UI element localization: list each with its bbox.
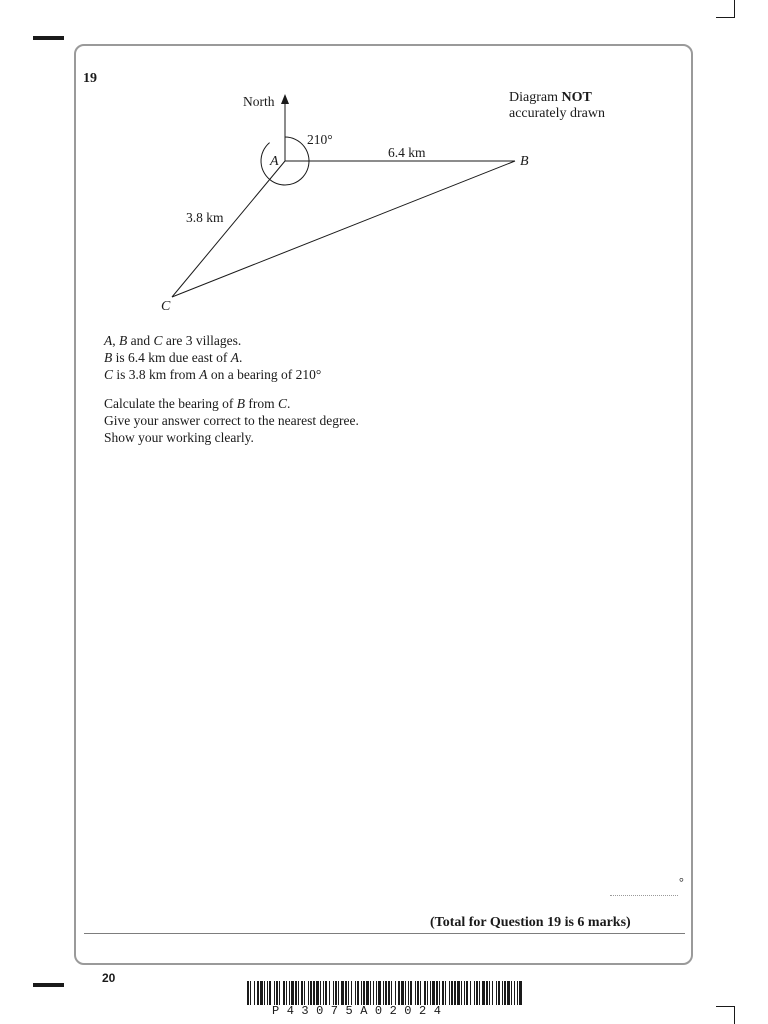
- question-line-2: [104, 349, 664, 366]
- north-arrow-head: [281, 94, 289, 104]
- question-line-3: [104, 366, 664, 383]
- question-line-1: [104, 332, 664, 349]
- barcode-bar: [476, 981, 478, 1005]
- barcode-bar: [420, 981, 421, 1005]
- barcode-bar: [320, 981, 321, 1005]
- barcode-bar: [373, 981, 374, 1005]
- text-end: on a bearing of 210°: [207, 367, 322, 382]
- barcode-bar: [496, 981, 497, 1005]
- text-mid: is 6.4 km due east of: [112, 350, 231, 365]
- barcode-bar: [498, 981, 500, 1005]
- barcode-bar: [417, 981, 419, 1005]
- question-line-6: Show your working clearly.: [104, 430, 254, 445]
- text-sep: ,: [112, 333, 119, 348]
- barcode-bar: [492, 981, 493, 1005]
- barcode-bar: [511, 981, 512, 1005]
- crop-mark-bottom-right: [716, 1004, 736, 1024]
- barcode-bar: [279, 981, 280, 1005]
- barcode-bar: [427, 981, 428, 1005]
- barcode-bar: [291, 981, 294, 1005]
- question-number: 19: [83, 71, 97, 86]
- barcode-bar: [333, 981, 334, 1005]
- question-text: [104, 332, 664, 446]
- text-end: .: [286, 396, 291, 411]
- barcode-bar: [385, 981, 387, 1005]
- barcode-bar: [430, 981, 431, 1005]
- barcode-bar: [504, 981, 506, 1005]
- barcode-bar: [355, 981, 356, 1005]
- text-rest: are 3 villages.: [162, 333, 242, 348]
- barcode-bar: [313, 981, 315, 1005]
- barcode-bar: [424, 981, 426, 1005]
- barcode-bar: [338, 981, 339, 1005]
- question-line-5: Give your answer correct to the nearest degree.: [104, 413, 359, 428]
- barcode-bar: [461, 981, 462, 1005]
- barcode-bar: [410, 981, 412, 1005]
- text-mid: from: [244, 396, 278, 411]
- diagram-note-prefix: Diagram: [509, 90, 562, 105]
- barcode-bar: [247, 981, 249, 1005]
- text-b: B: [119, 333, 128, 348]
- barcode-bar: [283, 981, 285, 1005]
- barcode-bar: [295, 981, 297, 1005]
- barcode-bar: [401, 981, 404, 1005]
- barcode-bar: [519, 981, 522, 1005]
- barcode-bar: [264, 981, 265, 1005]
- barcode-bar: [276, 981, 278, 1005]
- answer-line[interactable]: [610, 895, 678, 896]
- barcode-bar: [457, 981, 460, 1005]
- text-end: .: [238, 350, 243, 365]
- answer-unit: °: [679, 875, 684, 889]
- text-mid: is 3.8 km from: [113, 367, 200, 382]
- bearing-diagram: [0, 0, 768, 330]
- barcode-bar: [348, 981, 349, 1005]
- barcode-bar: [395, 981, 396, 1005]
- line-bc: [172, 161, 515, 297]
- barcode-bar: [267, 981, 268, 1005]
- barcode-bar: [254, 981, 255, 1005]
- barcode-text: P43075A02024: [272, 1004, 449, 1018]
- barcode-bar: [482, 981, 485, 1005]
- text-c: C: [277, 396, 287, 411]
- text-a: A: [104, 333, 113, 348]
- ac-length-label: 3.8 km: [186, 210, 224, 225]
- margin-mark-bottom-left: [33, 983, 64, 987]
- barcode-bar: [383, 981, 384, 1005]
- ab-length-label: 6.4 km: [388, 145, 426, 160]
- barcode-bar: [335, 981, 337, 1005]
- diagram-note-line2: accurately drawn: [509, 106, 605, 121]
- barcode-bar: [451, 981, 453, 1005]
- barcode-bar: [376, 981, 377, 1005]
- barcode-bar: [432, 981, 435, 1005]
- barcode-bar: [405, 981, 406, 1005]
- barcode-bar: [366, 981, 369, 1005]
- text-and: and: [127, 333, 154, 348]
- text-a: A: [230, 350, 239, 365]
- barcode-bar: [391, 981, 392, 1005]
- barcode-bar: [378, 981, 381, 1005]
- barcode-bar: [274, 981, 275, 1005]
- barcode-bar: [361, 981, 362, 1005]
- barcode-bar: [289, 981, 290, 1005]
- barcode-bar: [304, 981, 305, 1005]
- barcode-bar: [464, 981, 465, 1005]
- barcode-bar: [517, 981, 518, 1005]
- barcode-bar: [442, 981, 444, 1005]
- barcode-bar: [257, 981, 259, 1005]
- barcode-bar: [310, 981, 312, 1005]
- page-number: 20: [102, 971, 116, 985]
- barcode-bar: [363, 981, 365, 1005]
- barcode-bar: [298, 981, 299, 1005]
- barcode-bar: [250, 981, 251, 1005]
- barcode-bar: [370, 981, 371, 1005]
- barcode-bar: [486, 981, 488, 1005]
- barcode-bar: [286, 981, 287, 1005]
- barcode-bar: [329, 981, 330, 1005]
- barcode-bar: [489, 981, 490, 1005]
- text-c: C: [153, 333, 163, 348]
- north-label: North: [243, 94, 275, 109]
- question-line-4: [104, 395, 664, 412]
- barcode-bar: [474, 981, 475, 1005]
- diagram-note-bold: NOT: [561, 90, 592, 105]
- barcode-bar: [269, 981, 271, 1005]
- barcode-bar: [439, 981, 440, 1005]
- point-a-label: A: [270, 154, 279, 169]
- text-b: B: [104, 350, 113, 365]
- barcode-bar: [260, 981, 263, 1005]
- barcode-bar: [454, 981, 456, 1005]
- line-ac: [172, 161, 285, 297]
- total-divider: [84, 933, 685, 934]
- barcode-bar: [436, 981, 438, 1005]
- text-b: B: [236, 396, 245, 411]
- barcode-bar: [466, 981, 468, 1005]
- barcode-bar: [514, 981, 515, 1005]
- barcode-bar: [415, 981, 416, 1005]
- barcode-bar: [388, 981, 390, 1005]
- barcode-bar: [449, 981, 450, 1005]
- barcode-bar: [357, 981, 359, 1005]
- barcode-bar: [502, 981, 503, 1005]
- barcode-bar: [408, 981, 409, 1005]
- point-c-label: C: [161, 299, 171, 314]
- angle-label: 210°: [307, 132, 333, 147]
- barcode-bar: [345, 981, 347, 1005]
- text-pre: Calculate the bearing of: [104, 396, 237, 411]
- barcode-bar: [325, 981, 327, 1005]
- barcode-bar: [445, 981, 446, 1005]
- question-total: (Total for Question 19 is 6 marks): [430, 915, 631, 930]
- barcode-bar: [308, 981, 309, 1005]
- text-a: A: [199, 367, 208, 382]
- barcode-bar: [351, 981, 352, 1005]
- point-b-label: B: [520, 154, 529, 169]
- barcode-bar: [341, 981, 344, 1005]
- barcode-bar: [470, 981, 471, 1005]
- barcode-bar: [479, 981, 480, 1005]
- barcode-bar: [398, 981, 400, 1005]
- barcode: [247, 981, 523, 1005]
- text-c: C: [104, 367, 114, 382]
- barcode-bar: [316, 981, 319, 1005]
- barcode-bar: [507, 981, 510, 1005]
- barcode-bar: [323, 981, 324, 1005]
- barcode-bar: [301, 981, 303, 1005]
